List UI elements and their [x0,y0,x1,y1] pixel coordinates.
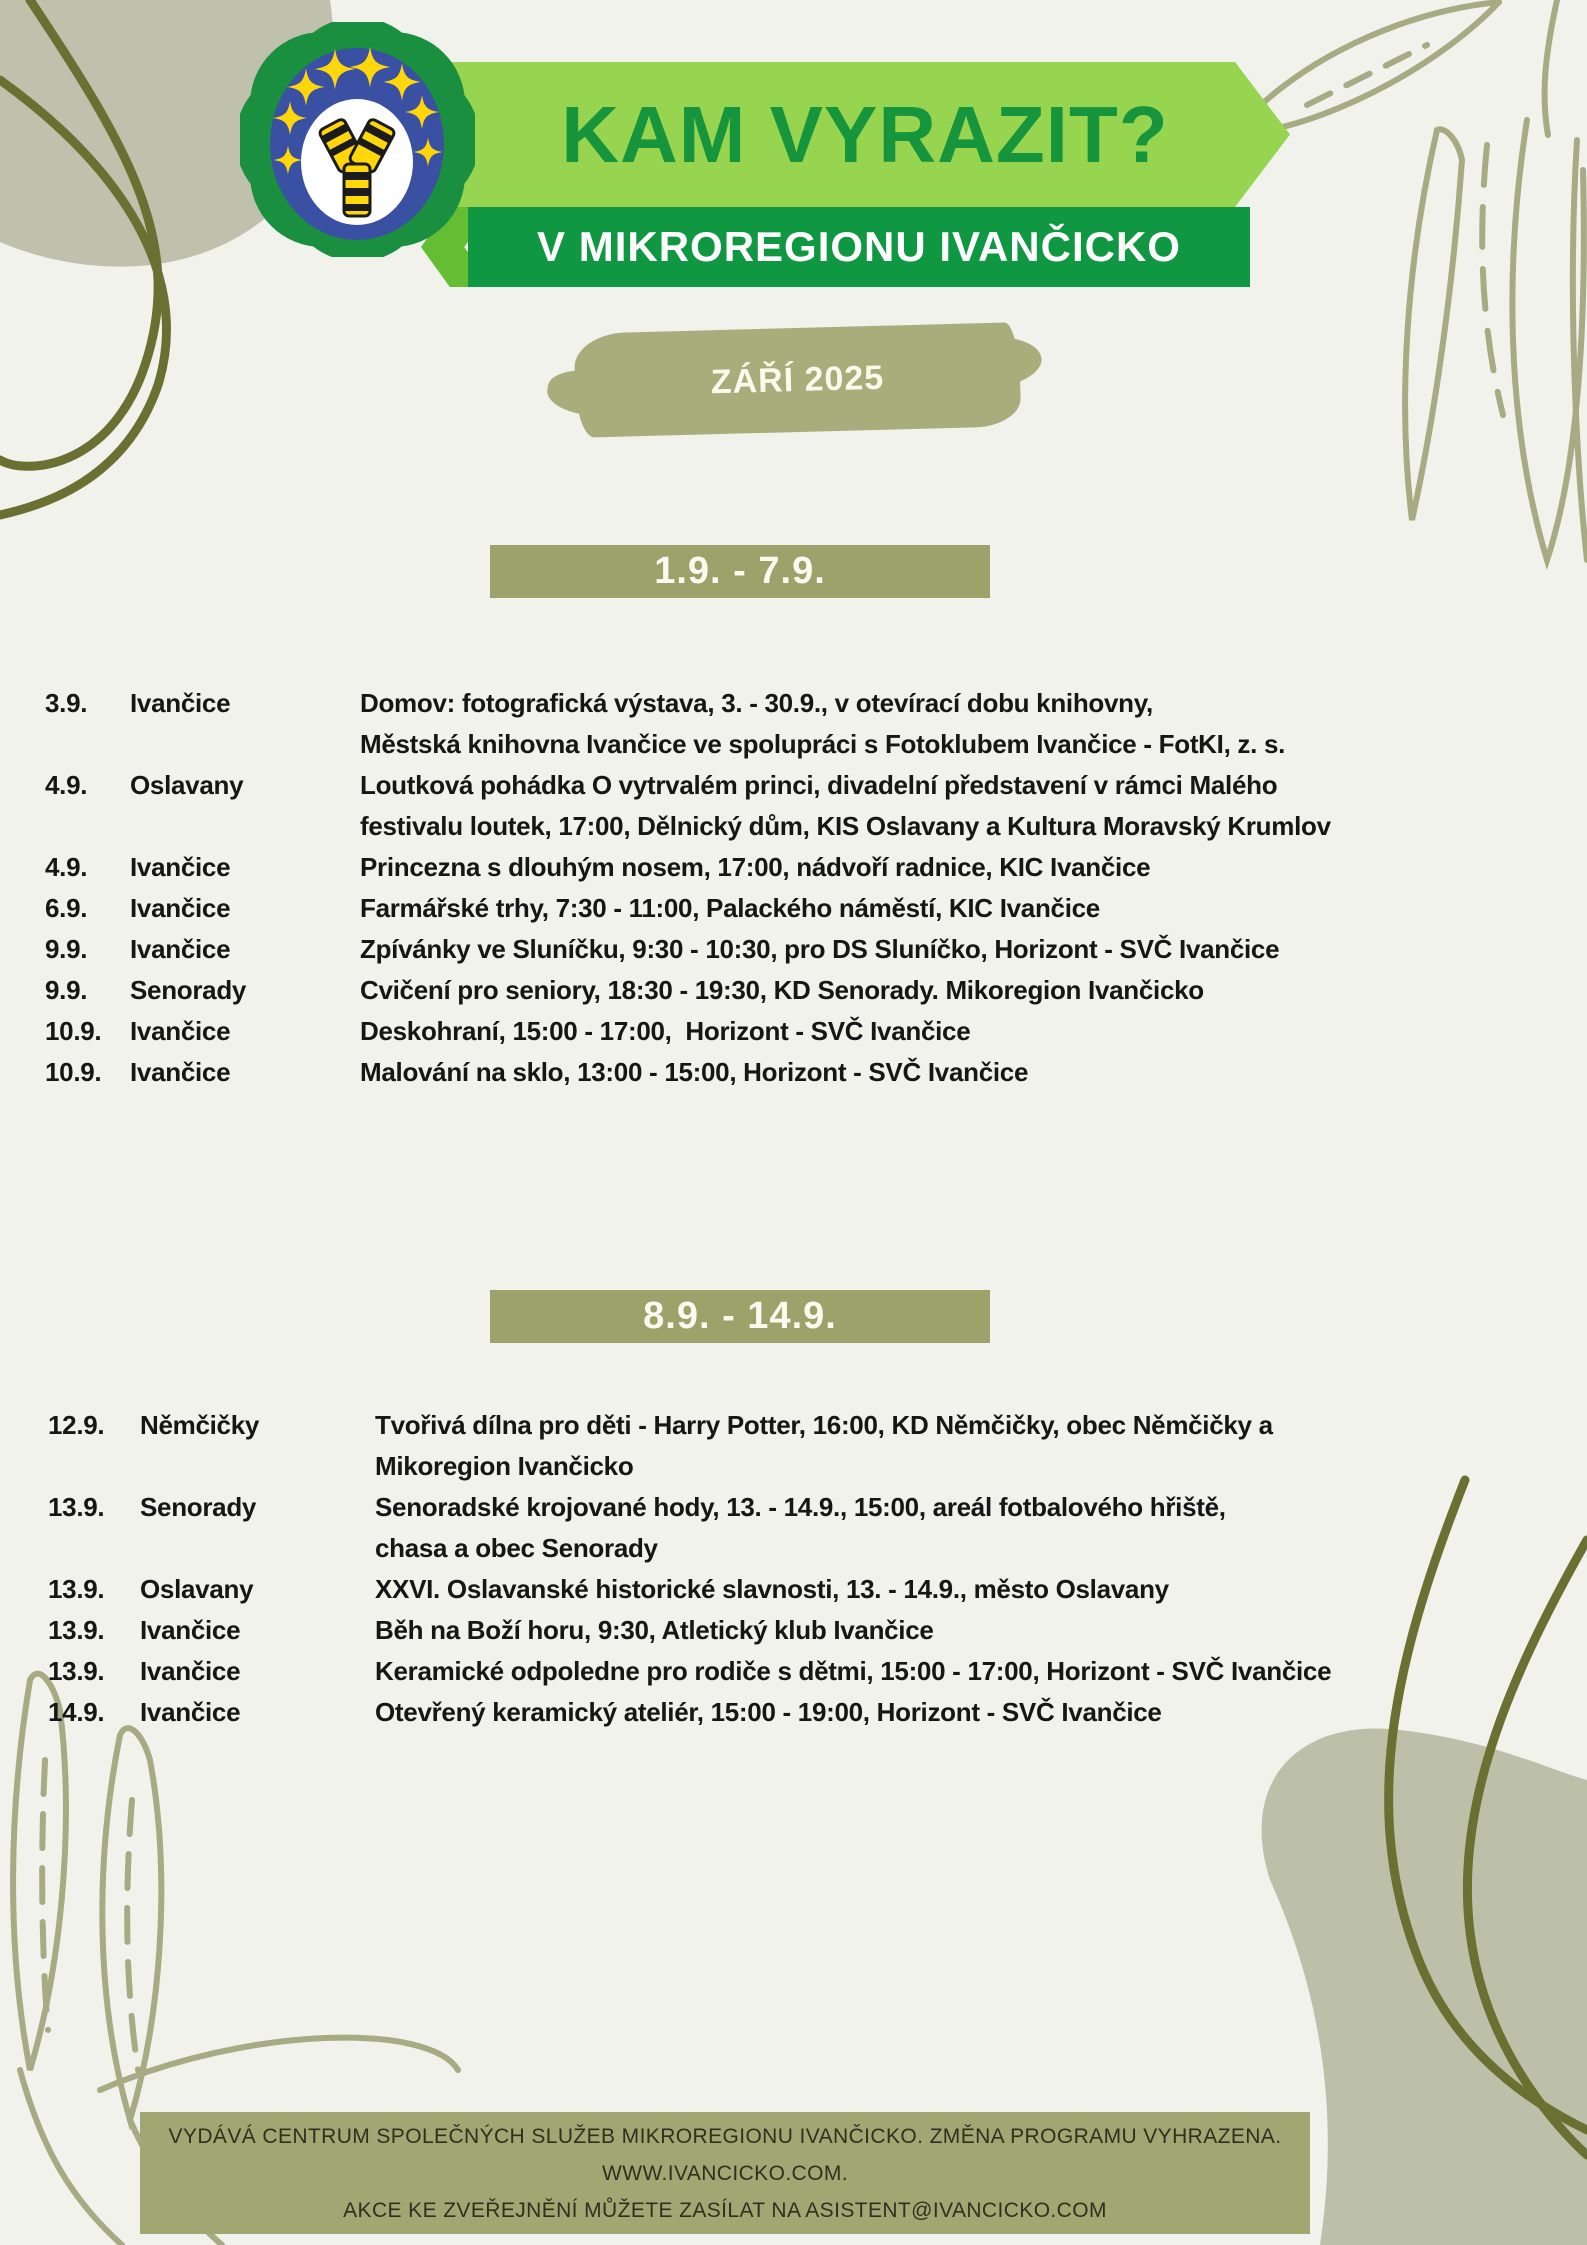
event-place: Ivančice [130,934,231,964]
event-description-line: festivalu loutek, 17:00, Dělnický dům, KIS Oslavany a Kultura Moravský Krumlov [360,811,1331,841]
event-row [45,847,1587,888]
event-place: Senorady [140,1492,257,1522]
event-date: 6.9. [45,893,88,923]
event-row [45,1052,1587,1093]
month-brush [574,322,1022,438]
event-row [45,929,1587,970]
event-row [48,1487,1587,1569]
event-description [375,1569,1587,1610]
event-row [45,765,1587,847]
event-row [48,1610,1587,1651]
top-right-leaves-decoration [1247,0,1587,620]
event-description [360,683,1587,765]
event-date: 12.9. [48,1410,105,1440]
event-description [375,1487,1587,1569]
event-description [360,929,1587,970]
event-date: 10.9. [45,1057,102,1087]
event-description [360,970,1587,1011]
month-label: ZÁŘÍ 2025 [710,358,885,401]
event-place: Ivančice [130,1057,231,1087]
event-description [360,847,1587,888]
event-description-line: Městská knihovna Ivančice ve spolupráci s Fotoklubem Ivančice - FotKI, z. s. [360,729,1286,759]
event-place: Ivančice [140,1697,241,1727]
event-date: 3.9. [45,688,88,718]
event-row [48,1405,1587,1487]
event-description-line: Zpívánky ve Sluníčku, 9:30 - 10:30, pro DS Sluníčko, Horizont - SVČ Ivančice [360,934,1280,964]
page-subtitle: V MIKROREGIONU IVANČICKO [537,223,1181,270]
footer-website-line: WWW.IVANCICKO.COM. [602,2161,848,2185]
event-description-line: Běh na Boží horu, 9:30, Atletický klub Ivančice [375,1615,934,1645]
event-date: 4.9. [45,770,88,800]
event-place: Němčičky [140,1410,260,1440]
event-description-line: Keramické odpoledne pro rodiče s dětmi, 15:00 - 17:00, Horizont - SVČ Ivančice [375,1656,1332,1686]
event-description [360,1011,1587,1052]
event-description-line: Deskohraní, 15:00 - 17:00, Horizont - SVČ Ivančice [360,1016,971,1046]
event-place: Ivančice [140,1656,241,1686]
event-date: 4.9. [45,852,88,882]
event-place: Ivančice [130,1016,231,1046]
event-description-line: chasa a obec Senorady [375,1533,658,1563]
event-date: 9.9. [45,975,88,1005]
event-date: 9.9. [45,934,88,964]
event-description-line: Loutková pohádka O vytrvalém princi, divadelní představení v rámci Malého [360,770,1278,800]
event-date: 13.9. [48,1574,105,1604]
event-place: Ivančice [130,852,231,882]
event-row [48,1692,1587,1733]
event-row [48,1651,1587,1692]
event-place: Ivančice [130,893,231,923]
page-title: KAM VYRAZIT? [561,89,1169,179]
section-header-week2: 8.9. - 14.9. [490,1290,990,1343]
event-list-week2 [0,1405,1587,1733]
event-description [375,1610,1587,1651]
event-description [375,1651,1587,1692]
event-place: Ivančice [140,1615,241,1645]
event-place: Ivančice [130,688,231,718]
event-description-line: Malování na sklo, 13:00 - 15:00, Horizont - SVČ Ivančice [360,1057,1029,1087]
event-date: 13.9. [48,1492,105,1522]
event-list-week1 [0,683,1587,1093]
event-description-line: Otevřený keramický ateliér, 15:00 - 19:00, Horizont - SVČ Ivančice [375,1697,1162,1727]
event-place: Oslavany [140,1574,254,1604]
event-description-line: Mikoregion Ivančicko [375,1451,634,1481]
microregion-logo [240,22,475,257]
event-description [360,888,1587,929]
section-header-week1: 1.9. - 7.9. [490,545,990,598]
event-row [45,683,1587,765]
event-description [375,1405,1587,1487]
event-row [45,970,1587,1011]
event-description-line: Farmářské trhy, 7:30 - 11:00, Palackého náměstí, KIC Ivančice [360,893,1100,923]
leaf-outlines [1247,0,1587,560]
event-description [360,1052,1587,1093]
event-description-line: Cvičení pro seniory, 18:30 - 19:30, KD Senorady. Mikoregion Ivančicko [360,975,1204,1005]
footer-publisher-line: VYDÁVÁ CENTRUM SPOLEČNÝCH SLUŽEB MIKROREGIONU IVANČICKO. ZMĚNA PROGRAMU VYHRAZENA. [168,2124,1282,2148]
event-description [375,1692,1587,1733]
event-description-line: XXVI. Oslavanské historické slavnosti, 13. - 14.9., město Oslavany [375,1574,1169,1604]
event-row [45,888,1587,929]
event-row [48,1569,1587,1610]
footer-band [140,2112,1310,2234]
event-place: Oslavany [130,770,244,800]
event-description-line: Tvořivá dílna pro děti - Harry Potter, 16:00, KD Němčičky, obec Němčičky a [375,1410,1273,1440]
event-date: 13.9. [48,1615,105,1645]
event-row [45,1011,1587,1052]
subtitle-banner [468,207,1250,287]
sage-blob [1262,1729,1587,2245]
footer-contact-line: AKCE KE ZVEŘEJNĚNÍ MŮŽETE ZASÍLAT NA ASISTENT@IVANCICKO.COM [343,2198,1107,2222]
event-description [360,765,1587,847]
event-date: 13.9. [48,1656,105,1686]
event-date: 14.9. [48,1697,105,1727]
event-description-line: Domov: fotografická výstava, 3. - 30.9., v otevírací dobu knihovny, [360,688,1153,718]
event-date: 10.9. [45,1016,102,1046]
event-place: Senorady [130,975,247,1005]
event-description-line: Princezna s dlouhým nosem, 17:00, nádvoří radnice, KIC Ivančice [360,852,1151,882]
event-description-line: Senoradské krojované hody, 13. - 14.9., 15:00, areál fotbalového hřiště, [375,1492,1226,1522]
